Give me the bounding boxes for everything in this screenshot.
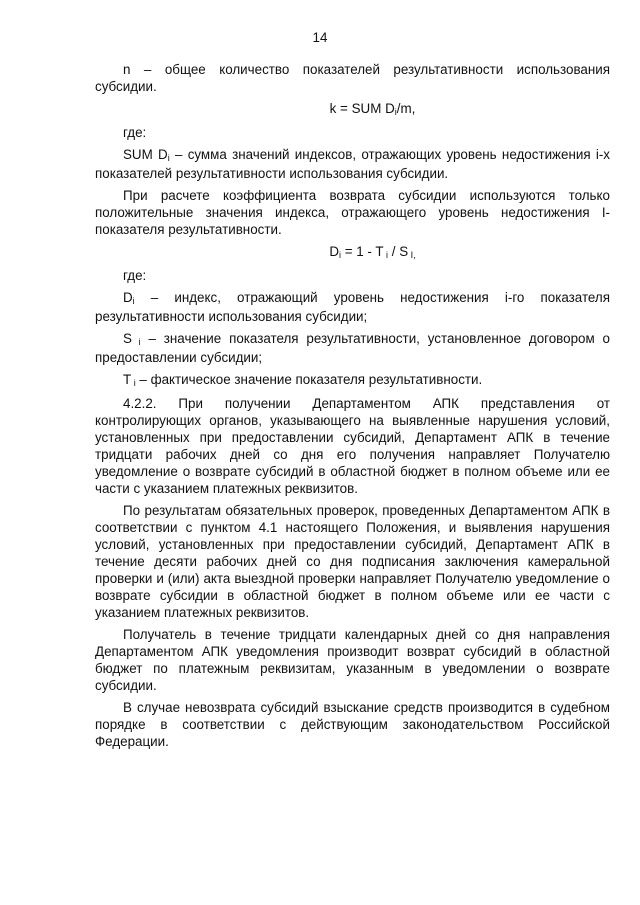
formula-s-sub: I, (408, 250, 416, 260)
t-sub: i (131, 378, 136, 388)
s-sub: i (131, 337, 141, 347)
where-label-1: где: (123, 125, 147, 140)
sum-prefix: SUM D (123, 147, 168, 162)
paragraph-4-2-2: 4.2.2. При получении Департаментом АПК представления от контролирующих органов, указывающего на выявленные нарушения условий, установленных при предоставлении субсидий, Департамент АПК в течение тридцати рабочих дней со дня его получения направляет Получателю уведомление о возврате субсидий в областной бюджет в полном объеме или ее части с указанием платежных реквизитов. (95, 396, 610, 496)
formula-d (95, 243, 610, 262)
paragraph-court-recovery: В случае невозврата субсидий взыскание средств производится в судебном порядке в соответствии с действующим законодательством Российской Федерации. (95, 700, 610, 749)
sum-sub: i (167, 153, 170, 163)
formula-k-sub: i (394, 107, 397, 117)
sum-rest: – сумма значений индексов, отражающих уровень недостижения i-х показателей результативности использования субсидии. (95, 147, 610, 181)
paragraph-t-definition (95, 371, 610, 390)
s-rest: – значение показателя результативности, установленное договором о предоставлении субсидии; (95, 331, 611, 365)
paragraph-recipient-return: Получатель в течение тридцати календарных дней со дня направления Департаментом АПК уведомления производит возврат субсидий в областной бюджет по платежным реквизитам, указанным в уведомлении о возврате субсидии. (95, 627, 610, 693)
where-label-2: где: (123, 268, 147, 283)
paragraph-d-definition (95, 289, 610, 325)
t-rest: – фактическое значение показателя результативности. (135, 372, 483, 387)
t-prefix: T (123, 372, 132, 387)
s-prefix: S (123, 331, 132, 346)
formula-d-slash: / S (388, 244, 409, 259)
formula-d-sub: i (339, 250, 341, 260)
paragraph-positive-values: При расчете коэффициента возврата субсидии используются только положительные значения индекса, отражающего уровень недостижения I-показателя результативности. (95, 188, 610, 237)
paragraph-n-definition: n – общее количество показателей результативности использования субсидии. (95, 62, 610, 94)
formula-k (95, 100, 610, 119)
formula-t-sub: i (383, 250, 389, 260)
paragraph-sum-definition (95, 146, 610, 182)
formula-d-symbol: D (329, 244, 339, 259)
d-prefix: D (123, 290, 133, 305)
paragraph-s-definition (95, 330, 610, 366)
d-rest: – индекс, отражающий уровень недостижения i-го показателя результативности использования субсидии; (95, 290, 610, 324)
formula-d-mid: = 1 - T (341, 244, 384, 259)
page-number: 14 (312, 30, 328, 45)
formula-k-rhs: /m, (396, 101, 416, 116)
d-sub: i (132, 296, 135, 306)
document-body (95, 61, 610, 755)
formula-k-lhs: k = SUM D (329, 101, 395, 116)
paragraph-inspection-results: По результатам обязательных проверок, проведенных Департаментом АПК в соответствии с пунктом 4.1 настоящего Положения, и выявления нарушения условий, установленных при предоставлении субсидий, Департамент АПК в течение десяти рабочих дней со дня подписания заключения камеральной проверки и (или) акта выездной проверки направляет Получателю уведомление о возврате субсидии в областной бюджет в полном объеме или ее части с указанием платежных реквизитов. (95, 503, 610, 620)
